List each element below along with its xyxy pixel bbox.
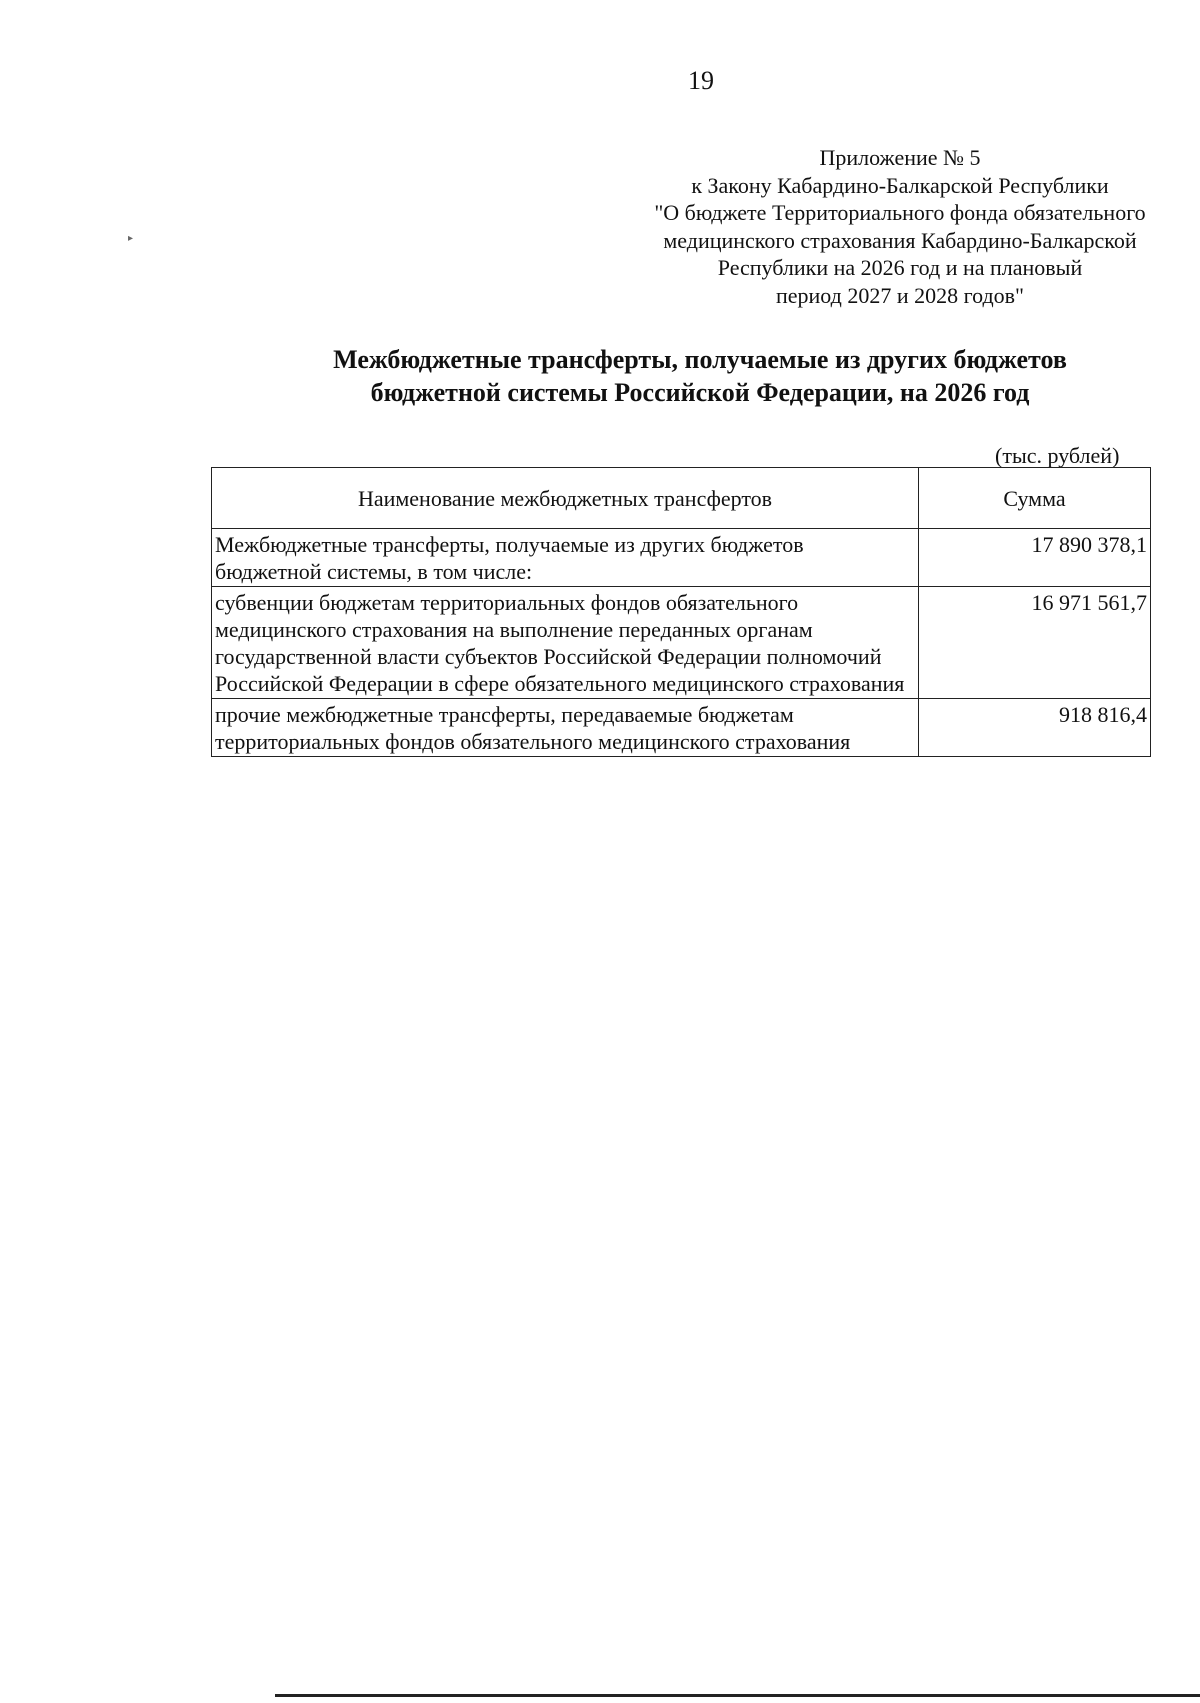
document-title-line: Межбюджетные трансферты, получаемые из других бюджетов	[333, 345, 1067, 374]
row-name: прочие межбюджетные трансферты, передаваемые бюджетам территориальных фондов обязательного медицинского страхования	[212, 699, 919, 757]
units-label: (тыс. рублей)	[995, 443, 1120, 468]
row-amount: 16 971 561,7	[919, 587, 1151, 699]
scan-mark: ▸	[128, 233, 134, 244]
column-header-name: Наименование межбюджетных трансфертов	[212, 468, 919, 529]
page-number: 19	[688, 66, 714, 95]
table-row	[212, 699, 1151, 757]
transfers-table	[211, 467, 1151, 757]
table-row	[212, 529, 1151, 587]
document-title-line: бюджетной системы Российской Федерации, на 2026 год	[370, 378, 1030, 407]
column-header-amount: Сумма	[919, 468, 1151, 529]
row-amount: 918 816,4	[919, 699, 1151, 757]
row-name: Межбюджетные трансферты, получаемые из других бюджетов бюджетной системы, в том числе:	[212, 529, 919, 587]
document-title	[180, 343, 1200, 409]
appendix-line: к Закону Кабардино-Балкарской Республики	[691, 172, 1109, 198]
scan-edge-line	[275, 1694, 1200, 1697]
table-header-row	[212, 468, 1151, 529]
appendix-line: медицинского страхования Кабардино-Балкарской	[663, 227, 1137, 253]
appendix-line: "О бюджете Территориального фонда обязательного	[654, 200, 1146, 225]
appendix-line: Приложение № 5	[819, 145, 981, 170]
row-amount: 17 890 378,1	[919, 529, 1151, 587]
appendix-header	[620, 144, 1180, 309]
table-row	[212, 587, 1151, 699]
appendix-line: период 2027 и 2028 годов"	[775, 282, 1025, 308]
appendix-line: Республики на 2026 год и на плановый	[717, 255, 1083, 280]
row-name: субвенции бюджетам территориальных фондов обязательного медицинского страхования на выполнение переданных органам государственной власти субъектов Российской Федерации полномочий Российской Федерации в сфере обязательного медицинского страхования	[212, 587, 919, 699]
